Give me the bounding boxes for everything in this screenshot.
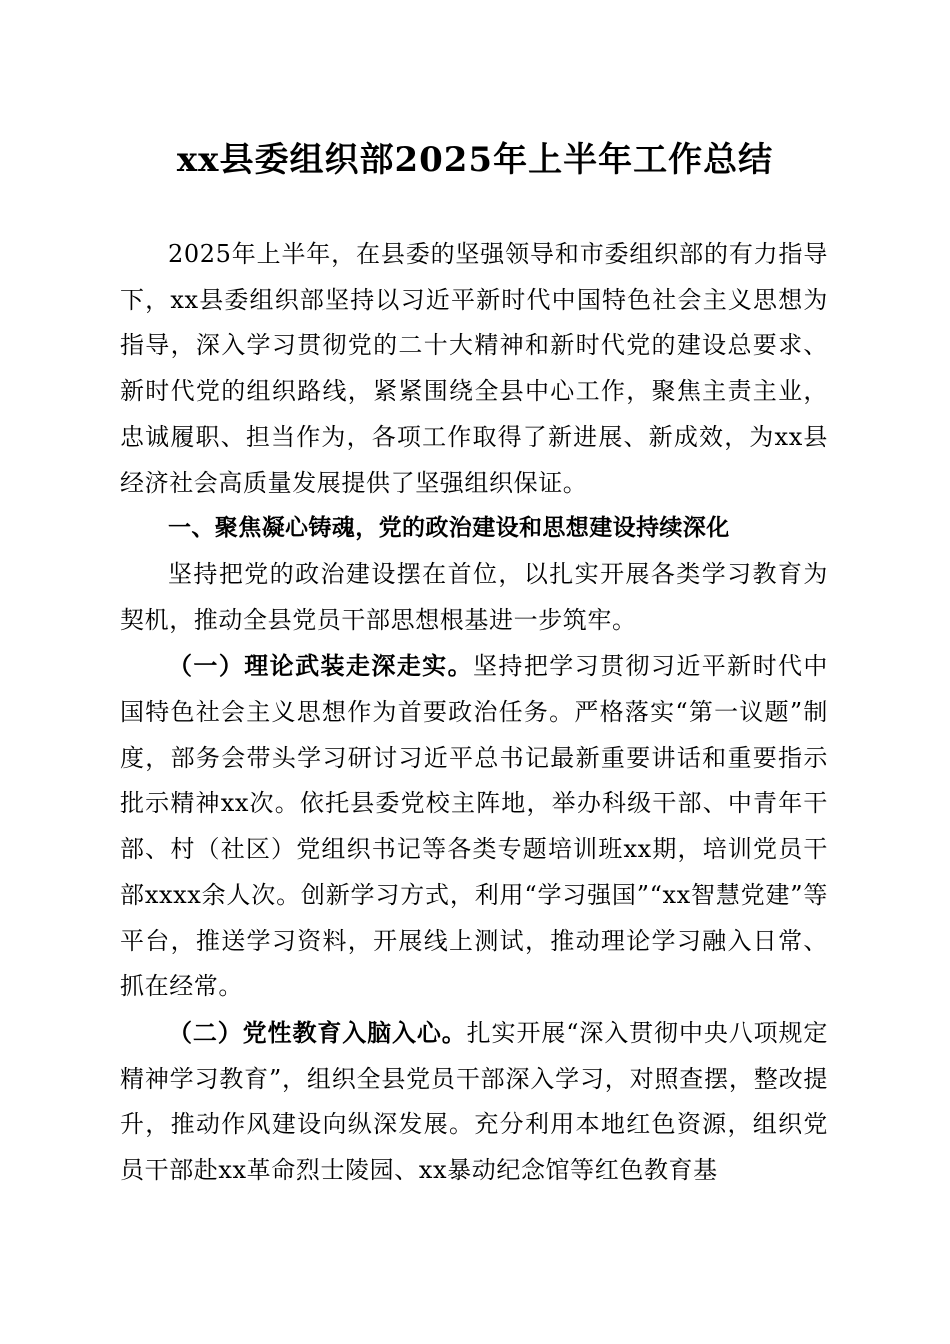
document-body: [120, 232, 828, 1194]
section-1-intro-paragraph: 坚持把党的政治建设摆在首位，以扎实开展各类学习教育为契机，推动全县党员干部思想根基进一步筑牢。: [120, 559, 828, 634]
subsection-2-label: （二）党性教育入脑入心。: [168, 1017, 467, 1047]
subsection-1-label: （一）理论武装走深走实。: [168, 651, 473, 681]
intro-paragraph: 2025年上半年，在县委的坚强领导和市委组织部的有力指导下，xx县委组织部坚持以习近平新时代中国特色社会主义思想为指导，深入学习贯彻党的二十大精神和新时代党的建设总要求、新时代党的组织路线，紧紧围绕全县中心工作，聚焦主责主业，忠诚履职、担当作为，各项工作取得了新进展、新成效，为xx县经济社会高质量发展提供了坚强组织保证。: [120, 240, 828, 497]
document-page: [120, 0, 828, 1344]
subsection-2-text: 扎实开展“深入贯彻中央八项规定精神学习教育”，组织全县党员干部深入学习，对照查摆，整改提升，推动作风建设向纵深发展。充分利用本地红色资源，组织党员干部赴xx革命烈士陵园、xx暴动纪念馆等红色教育基: [120, 1018, 828, 1185]
subsection-1-paragraph: [120, 643, 828, 1010]
section-heading-1: 一、聚焦凝心铸魂，党的政治建设和思想建设持续深化: [168, 515, 730, 542]
subsection-1-text: 坚持把学习贯彻习近平新时代中国特色社会主义思想作为首要政治任务。严格落实“第一议题”制度，部务会带头学习研讨习近平总书记最新重要讲话和重要指示批示精神xx次。依托县委党校主阵地，举办科级干部、中青年干部、村（社区）党组织书记等各类专题培训班xx期，培训党员干部xxxx余人次。创新学习方式，利用“学习强国”“xx智慧党建”等平台，推送学习资料，开展线上测试，推动理论学习融入日常、抓在经常。: [120, 652, 829, 1001]
subsection-2-paragraph: [120, 1010, 828, 1194]
document-title: xx县委组织部2025年上半年工作总结: [176, 140, 774, 180]
